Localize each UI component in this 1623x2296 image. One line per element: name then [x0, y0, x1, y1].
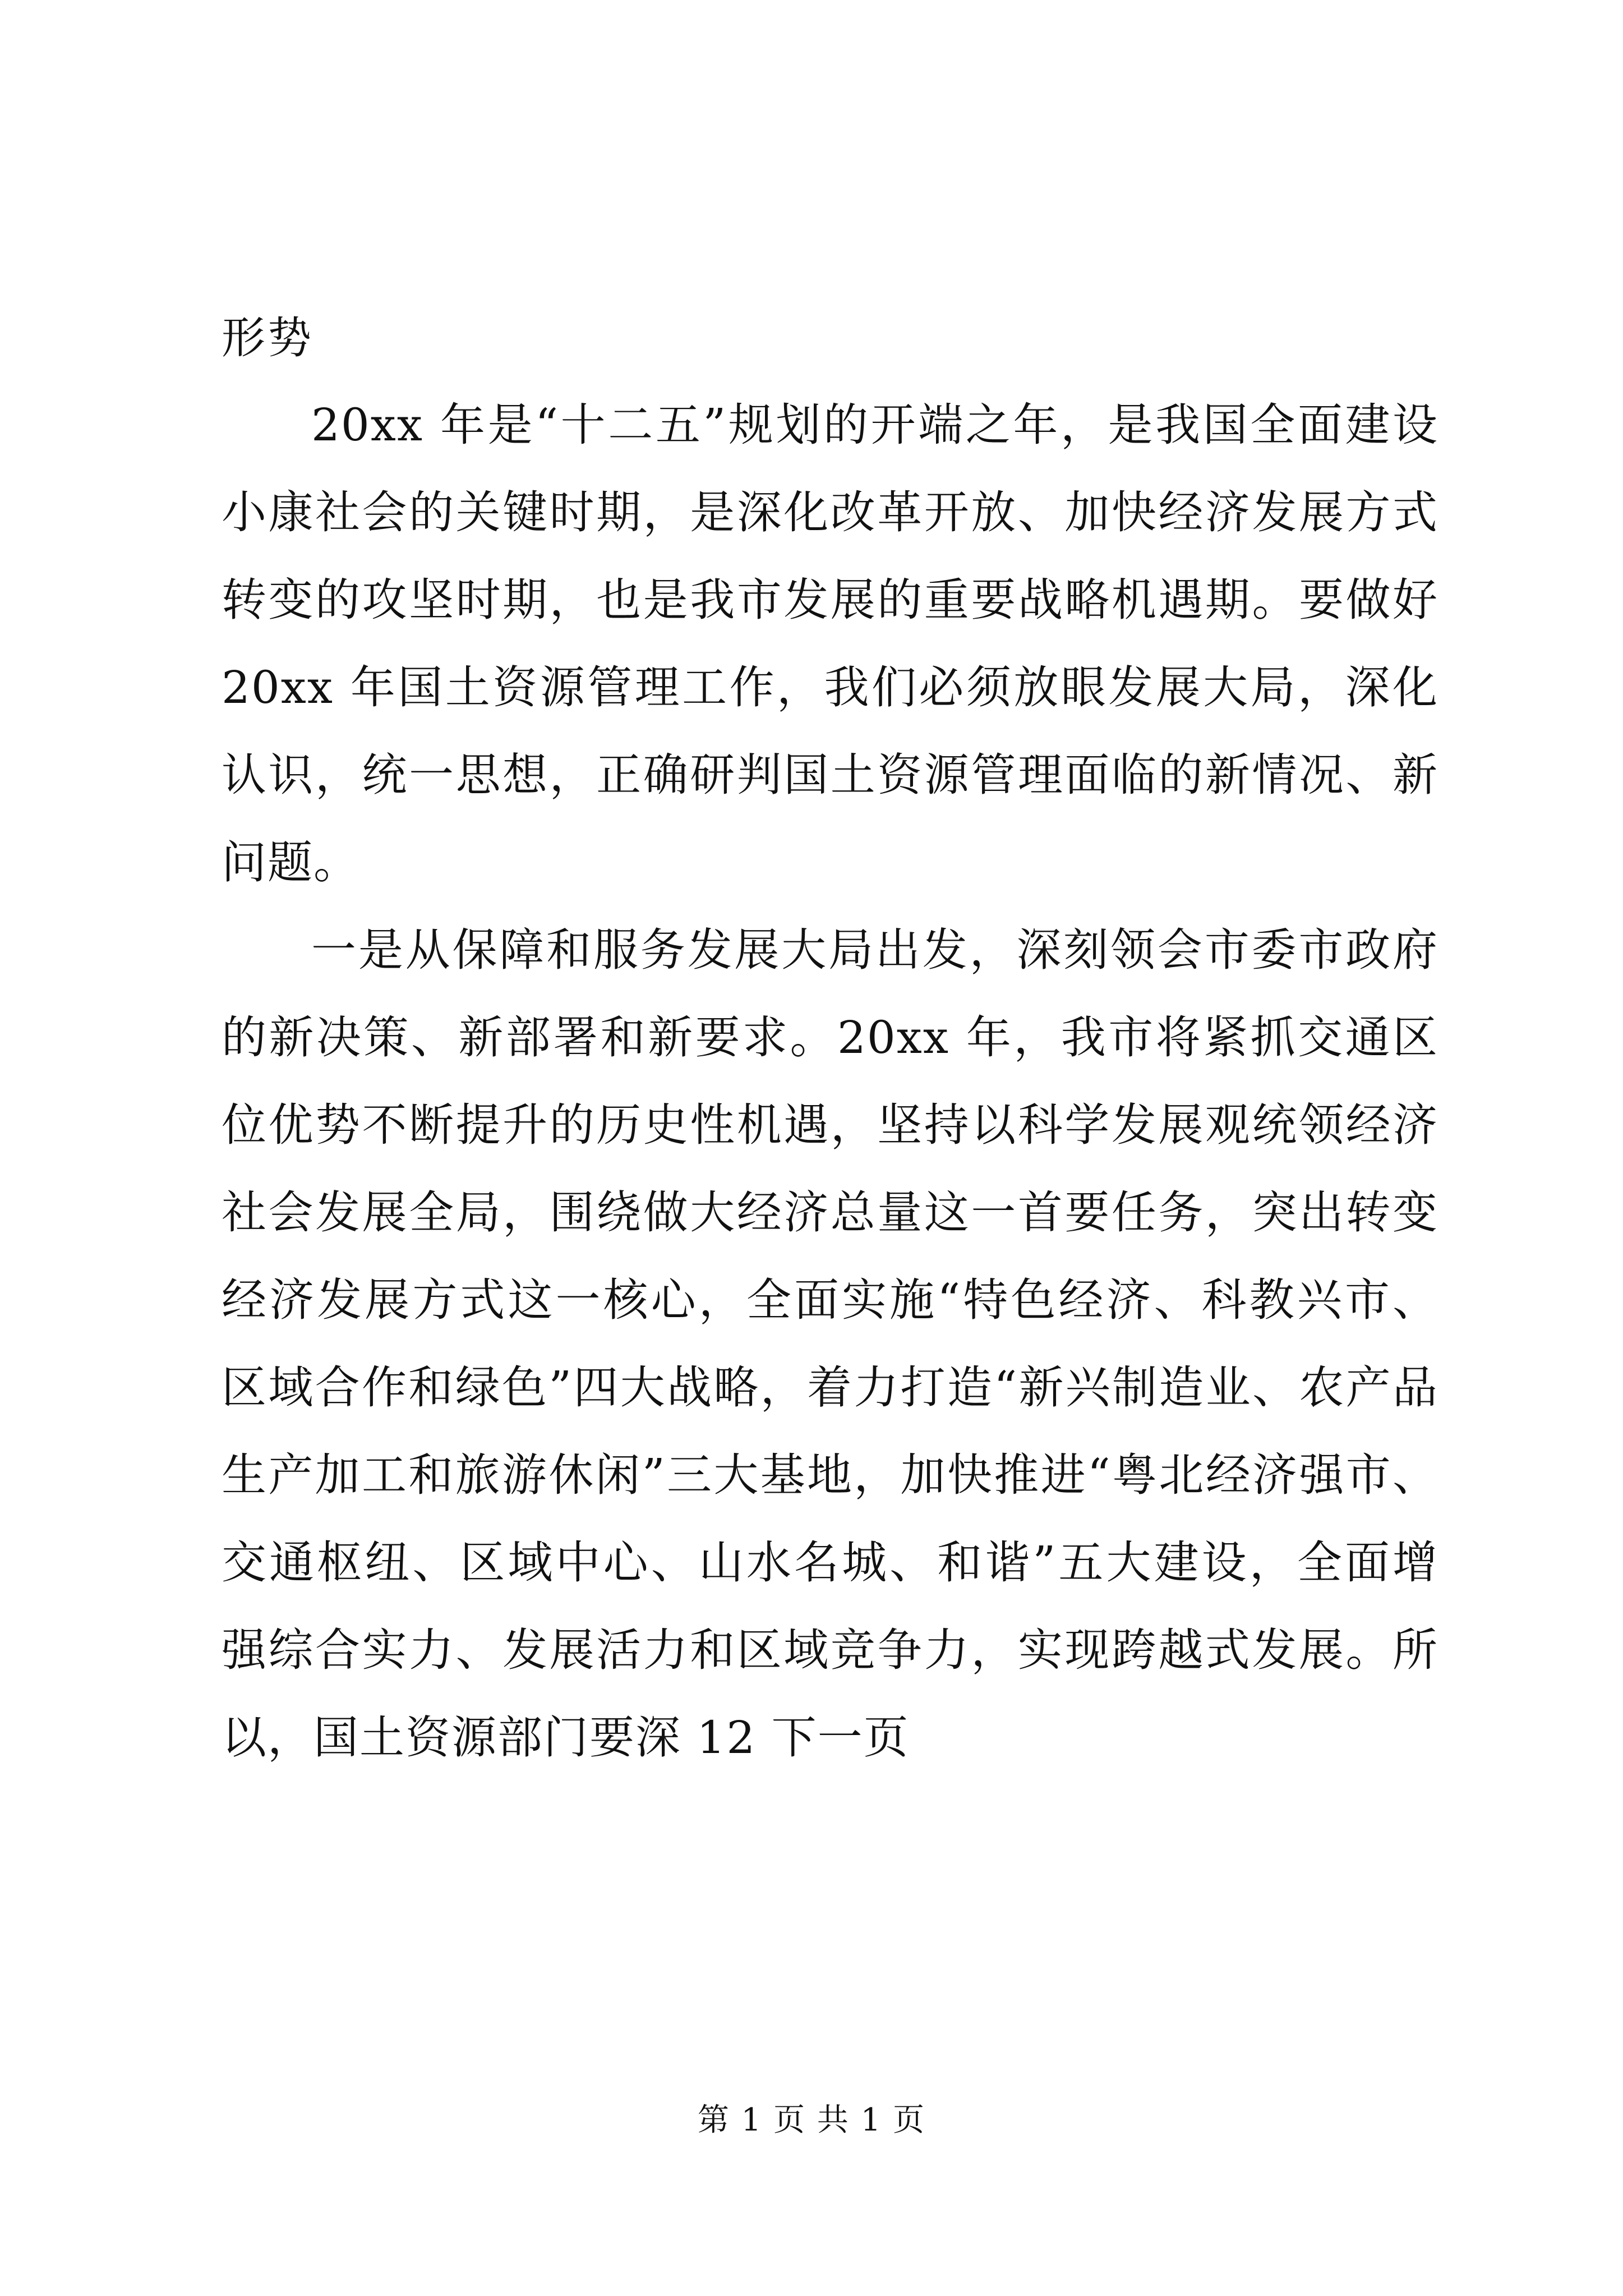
page-footer: 第 1 页 共 1 页 — [697, 2102, 926, 2138]
paragraph-intro: 20xx 年是“十二五”规划的开端之年，是我国全面建设小康社会的关键时期，是深化改革开放、加快经济发展方式转变的攻坚时期，也是我市发展的重要战略机遇期。要做好 20xx 年国土资源管理工作，我们必须放眼发展大局，深化认识，统一思想，正确研判国土资源管理面临的新情况、新问题。 — [222, 399, 1438, 889]
section-heading: 形势 — [222, 313, 314, 364]
paragraph-point-one: 一是从保障和服务发展大局出发，深刻领会市委市政府的新决策、新部署和新要求。20xx 年，我市将紧抓交通区位优势不断提升的历史性机遇，坚持以科学发展观统领经济社会发展全局，围绕做大经济总量这一首要任务，突出转变经济发展方式这一核心，全面实施“特色经济、科教兴市、区域合作和绿色”四大战略，着力打造“新兴制造业、农产品生产加工和旅游休闲”三大基地，加快推进“粤北经济强市、交通枢纽、区域中心、山水名城、和谐”五大建设，全面增强综合实力、发展活力和区域竞争力，实现跨越式发展。所以，国土资源部门要深 12 下一页 — [222, 924, 1438, 1764]
document-body — [222, 302, 1438, 1782]
